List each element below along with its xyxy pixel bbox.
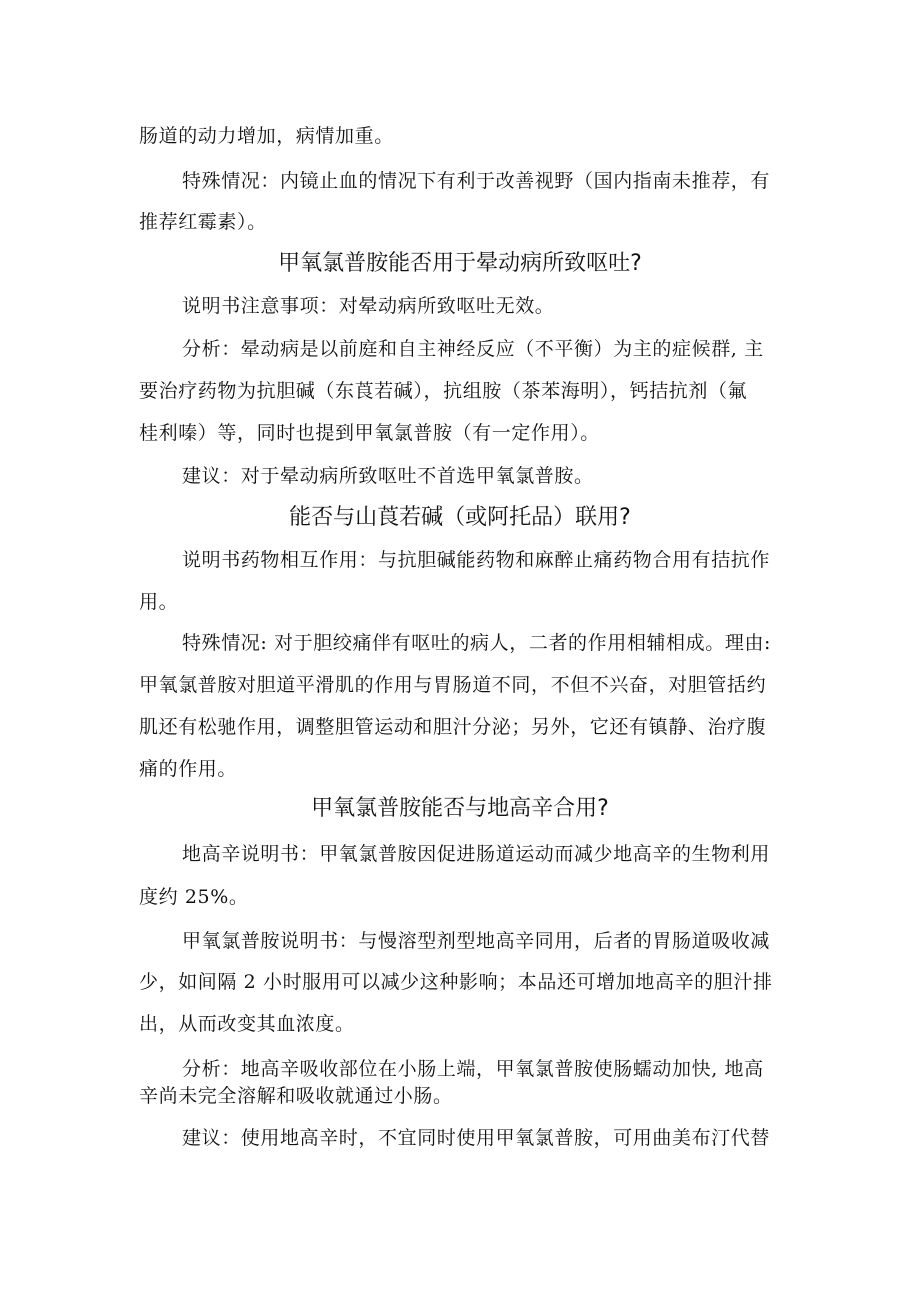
- paragraph-line: 分析：地高辛吸收部位在小肠上端，甲氧氯普胺使肠蠕动加快, 地高: [182, 1058, 764, 1080]
- section-heading: 甲氧氯普胺能否与地高辛合用?: [311, 796, 609, 821]
- section-heading: 能否与山莨若碱（或阿托品）联用?: [289, 505, 631, 530]
- paragraph-line: 建议：使用地高辛时，不宜同时使用甲氧氯普胺，可用曲美布汀代替: [182, 1127, 771, 1149]
- paragraph-line: 出，从而改变其血浓度。: [139, 1013, 355, 1035]
- paragraph-line: 用。: [139, 591, 179, 613]
- paragraph-line: 特殊情况：内镜止血的情况下有利于改善视野（国内指南未推荐，有: [182, 170, 771, 192]
- section-heading: 甲氧氯普胺能否用于晕动病所致呕吐?: [278, 251, 642, 276]
- paragraph-line: 辛尚未完全溶解和吸收就通过小肠。: [139, 1085, 453, 1107]
- paragraph-line: 度约 25%。: [139, 886, 249, 908]
- paragraph-line: 特殊情况: 对于胆绞痛伴有呕吐的病人，二者的作用相辅相成。理由:: [182, 632, 772, 654]
- paragraph-line: 少，如间隔 2 小时服用可以减少这种影响；本品还可增加地高辛的胆汁排: [139, 971, 773, 993]
- paragraph-line: 甲氧氯普胺说明书：与慢溶型剂型地高辛同用，后者的胃肠道吸收减: [182, 930, 771, 952]
- paragraph-line: 地高辛说明书：甲氧氯普胺因促进肠道运动而减少地高辛的生物利用: [182, 843, 771, 865]
- paragraph-line: 肠道的动力增加，病情加重。: [139, 125, 394, 147]
- paragraph-line: 说明书药物相互作用：与抗胆碱能药物和麻醉止痛药物合用有拮抗作: [182, 549, 771, 571]
- paragraph-line: 分析：晕动病是以前庭和自主神经反应（不平衡）为主的症候群, 主: [182, 338, 764, 360]
- paragraph-line: 甲氧氯普胺对胆道平滑肌的作用与胃肠道不同，不但不兴奋，对胆管括约: [139, 674, 767, 696]
- paragraph-line: 肌还有松驰作用，调整胆管运动和胆汁分泌；另外，它还有镇静、治疗腹: [139, 716, 767, 738]
- paragraph-line: 说明书注意事项：对晕动病所致呕吐无效。: [182, 295, 555, 317]
- paragraph-line: 桂利嗪）等，同时也提到甲氧氯普胺（有一定作用）。: [139, 422, 600, 444]
- paragraph-line: 痛的作用。: [139, 758, 238, 780]
- paragraph-line: 建议：对于晕动病所致呕吐不首选甲氧氯普胺。: [182, 465, 594, 487]
- paragraph-line: 要治疗药物为抗胆碱（东莨若碱），抗组胺（茶苯海明），钙拮抗剂（氟: [139, 380, 748, 402]
- paragraph-line: 推荐红霉素）。: [139, 211, 267, 233]
